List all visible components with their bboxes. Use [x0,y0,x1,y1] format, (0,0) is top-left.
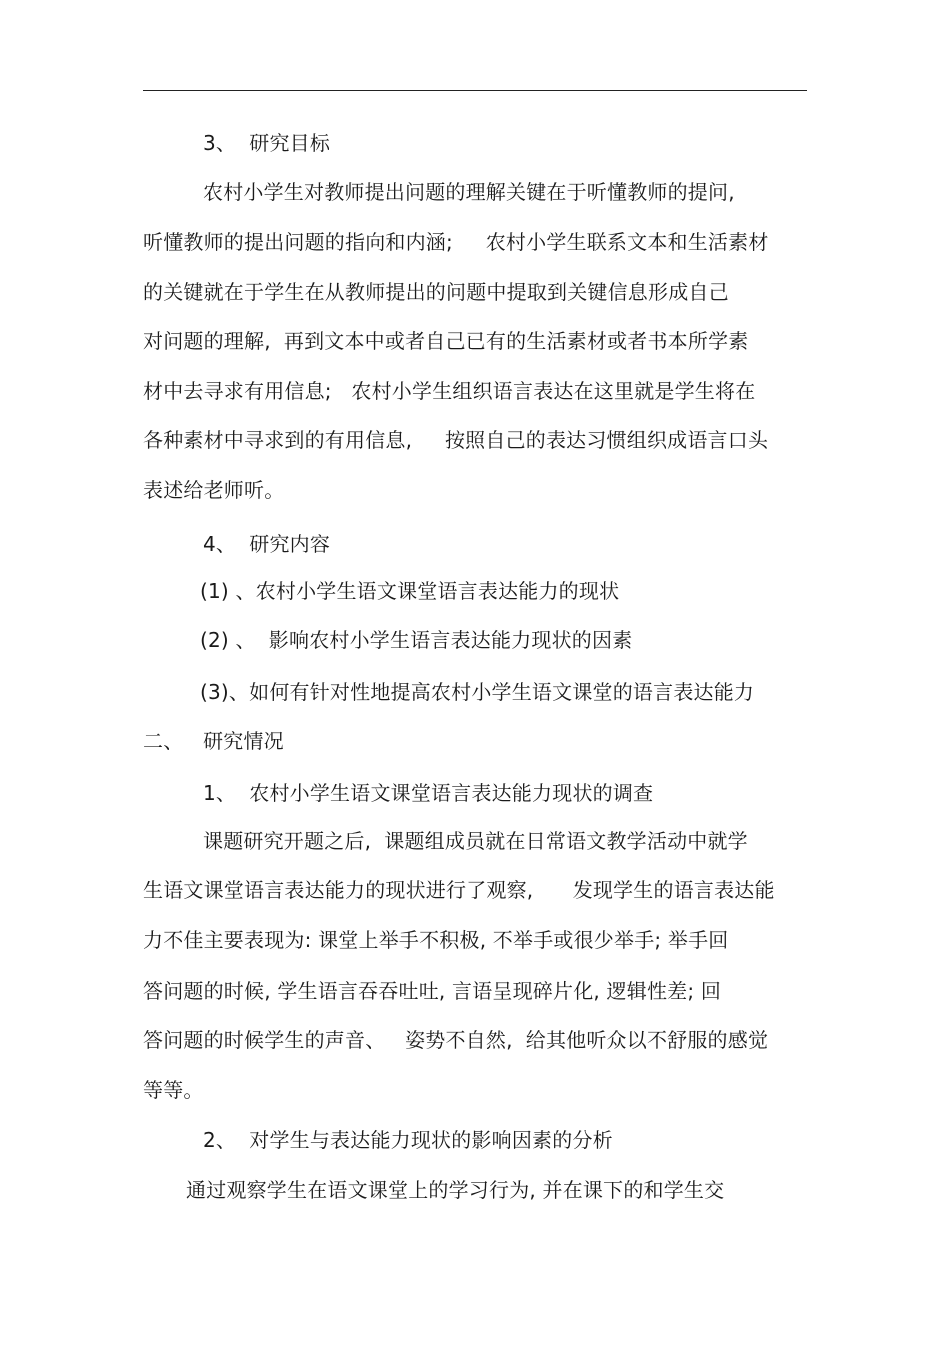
header-rule [143,90,807,91]
section-heading-research-goal: 3、 研究目标 [203,131,331,155]
paragraph-line: 答问题的时候学生的声音、 姿势不自然, 给其他听众以不舒服的感觉 [143,1028,769,1052]
paragraph-line: 听懂教师的提出问题的指向和内涵; 农村小学生联系文本和生活素材 [143,230,769,254]
paragraph-line: 通过观察学生在语文课堂上的学习行为, 并在课下的和学生交 [186,1178,725,1202]
paragraph-line: 表述给老师听。 [143,478,285,502]
paragraph-line: 课题研究开题之后, 课题组成员就在日常语文教学活动中就学 [203,829,748,853]
list-item: (1) 、农村小学生语文课堂语言表达能力的现状 [200,579,620,603]
list-item: (2) 、 影响农村小学生语言表达能力现状的因素 [200,628,633,652]
paragraph-line: 的关键就在于学生在从教师提出的问题中提取到关键信息形成自己 [143,280,729,304]
paragraph-line: 答问题的时候, 学生语言吞吞吐吐, 言语呈现碎片化, 逻辑性差; 回 [143,979,722,1003]
paragraph-line: 各种素材中寻求到的有用信息, 按照自己的表达习惯组织成语言口头 [143,428,769,452]
section-heading-research-content: 4、 研究内容 [203,532,331,556]
paragraph-line: 生语文课堂语言表达能力的现状进行了观察, 发现学生的语言表达能 [143,878,775,902]
paragraph-line: 等等。 [143,1078,204,1102]
chapter-heading-research-status: 二、 研究情况 [143,729,284,753]
section-heading-survey: 1、 农村小学生语文课堂语言表达能力现状的调查 [203,781,654,805]
list-item: (3)、如何有针对性地提高农村小学生语文课堂的语言表达能力 [200,680,755,704]
paragraph-line: 力不佳主要表现为: 课堂上举手不积极, 不举手或很少举手; 举手回 [143,928,729,952]
section-heading-factor-analysis: 2、 对学生与表达能力现状的影响因素的分析 [203,1128,613,1152]
paragraph-line: 农村小学生对教师提出问题的理解关键在于听懂教师的提问, [203,180,735,204]
paragraph-line: 对问题的理解, 再到文本中或者自己已有的生活素材或者书本所学素 [143,329,749,353]
paragraph-line: 材中去寻求有用信息; 农村小学生组织语言表达在这里就是学生将在 [143,379,756,403]
